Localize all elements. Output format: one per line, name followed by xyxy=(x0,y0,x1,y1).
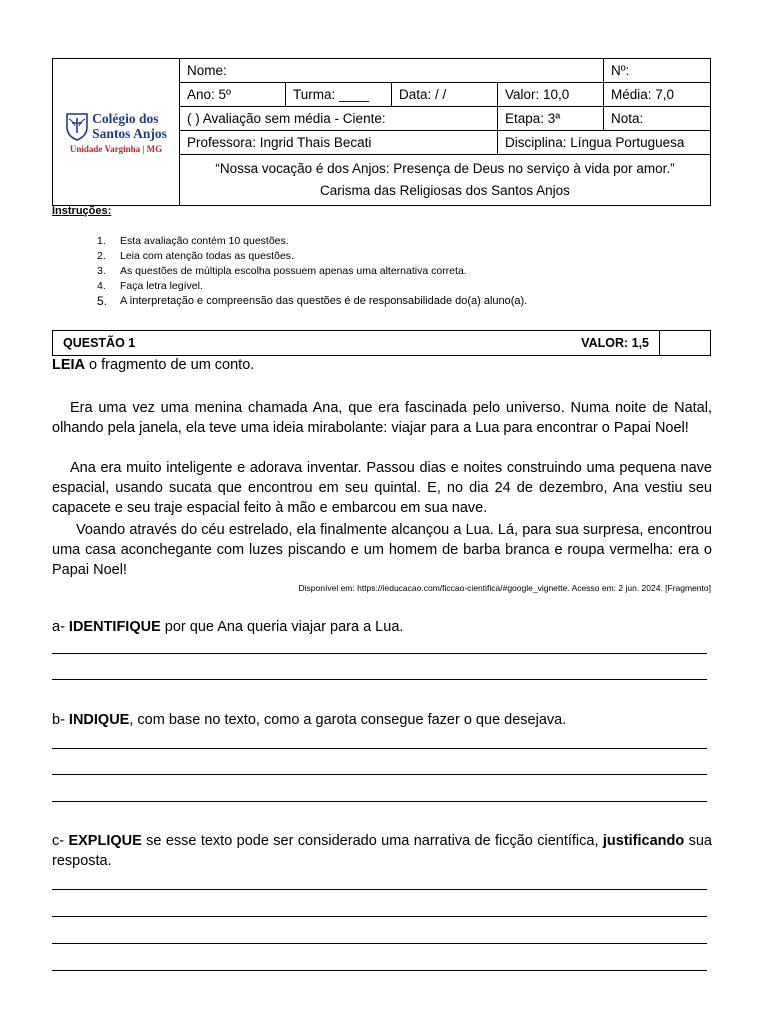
angel-crest-icon xyxy=(65,111,89,141)
answer-line[interactable] xyxy=(52,943,707,944)
teacher-cell: Professora: Ingrid Thais Becati xyxy=(180,131,498,154)
answer-line[interactable] xyxy=(52,653,707,654)
school-name-line2: Santos Anjos xyxy=(92,125,167,141)
subject-cell: Disciplina: Língua Portuguesa xyxy=(505,135,685,150)
answer-line[interactable] xyxy=(52,916,707,917)
school-motto xyxy=(180,155,710,205)
instruction-item: 3. As questões de múltipla escolha possuem apenas uma alternativa correta. xyxy=(97,265,467,277)
answer-line[interactable] xyxy=(52,889,707,890)
story-paragraph-1: Era uma vez uma menina chamada Ana, que era fascinada pelo universo. Numa noite de Natal, olhando pela janela, ela teve uma ideia mirabolante: viajar para a Lua para encontrar o Papai Noel! xyxy=(52,400,712,436)
item-a-prompt: a- IDENTIFIQUE por que Ana queria viajar para a Lua. xyxy=(52,619,404,635)
answer-line[interactable] xyxy=(52,801,707,802)
question-score-box[interactable] xyxy=(660,331,710,355)
instruction-item: 2. Leia com atenção todas as questões. xyxy=(97,250,294,262)
instruction-item: 4. Faça letra legível. xyxy=(97,280,203,292)
motto-line-1: “Nossa vocação é dos Anjos: Presença de Deus no serviço à vida por amor.” xyxy=(215,161,675,176)
school-logo xyxy=(53,59,180,205)
instructions-list xyxy=(97,234,527,309)
question-label: QUESTÃO 1 xyxy=(63,336,136,350)
school-unit: Unidade Varginha | MG xyxy=(69,143,163,154)
answer-line[interactable] xyxy=(52,774,707,775)
source-citation: Disponível em: https://ieducacao.com/ficcao-cientifica/#google_vignette. Acesso em: 2 jun. 2024. [Fragmento] xyxy=(298,583,711,593)
stage-cell: Etapa: 3ª xyxy=(498,107,604,130)
header-grid xyxy=(180,59,710,205)
item-c-prompt: c- EXPLIQUE se esse texto pode ser considerado uma narrativa de ficção científica, justificando sua resposta. xyxy=(52,833,712,869)
year-cell: Ano: 5º xyxy=(180,83,286,106)
instruction-item: 5. A interpretação e compreensão das questões é de responsabilidade do(a) aluno(a). xyxy=(97,294,528,308)
number-field[interactable]: Nº: xyxy=(611,63,630,78)
question-value: VALOR: 1,5 xyxy=(581,331,660,355)
story-paragraph-2: Ana era muito inteligente e adorava inventar. Passou dias e noites construindo uma pequena nave espacial, usando sucata que encontrou em seu quintal. E, no dia 24 de dezembro, Ana vestiu seu capacete e seu traje espacial feito à mão e embarcou em sua nave. xyxy=(52,460,712,516)
school-name-line1: Colégio dos xyxy=(92,110,159,126)
instructions-title: Instruções: xyxy=(52,205,112,217)
story-paragraph-3: Voando através do céu estrelado, ela finalmente alcançou a Lua. Lá, para sua surpresa, encontrou uma casa aconchegante com luzes piscando e um homem de barba branca e roupa vermelha: era o Papai Noel! xyxy=(52,522,712,578)
question-header xyxy=(52,330,711,356)
date-field[interactable]: Data: / / xyxy=(392,83,498,106)
average-cell: Média: 7,0 xyxy=(611,87,675,102)
answer-line[interactable] xyxy=(52,679,707,680)
grade-field[interactable]: Nota: xyxy=(611,111,644,126)
evaluation-checkbox[interactable]: ( ) Avaliação sem média - Ciente: xyxy=(180,107,498,130)
question-lead: LEIA o fragmento de um conto. xyxy=(52,357,255,373)
name-field[interactable]: Nome: xyxy=(180,59,604,82)
answer-line[interactable] xyxy=(52,970,707,971)
motto-line-2: Carisma das Religiosas dos Santos Anjos xyxy=(320,183,570,198)
item-b-prompt: b- INDIQUE, com base no texto, como a garota consegue fazer o que desejava. xyxy=(52,712,567,728)
value-cell: Valor: 10,0 xyxy=(498,83,604,106)
instruction-item: 1. Esta avaliação contém 10 questões. xyxy=(97,235,289,247)
answer-line[interactable] xyxy=(52,748,707,749)
header-table xyxy=(52,58,711,206)
class-field[interactable]: Turma: ____ xyxy=(286,83,392,106)
